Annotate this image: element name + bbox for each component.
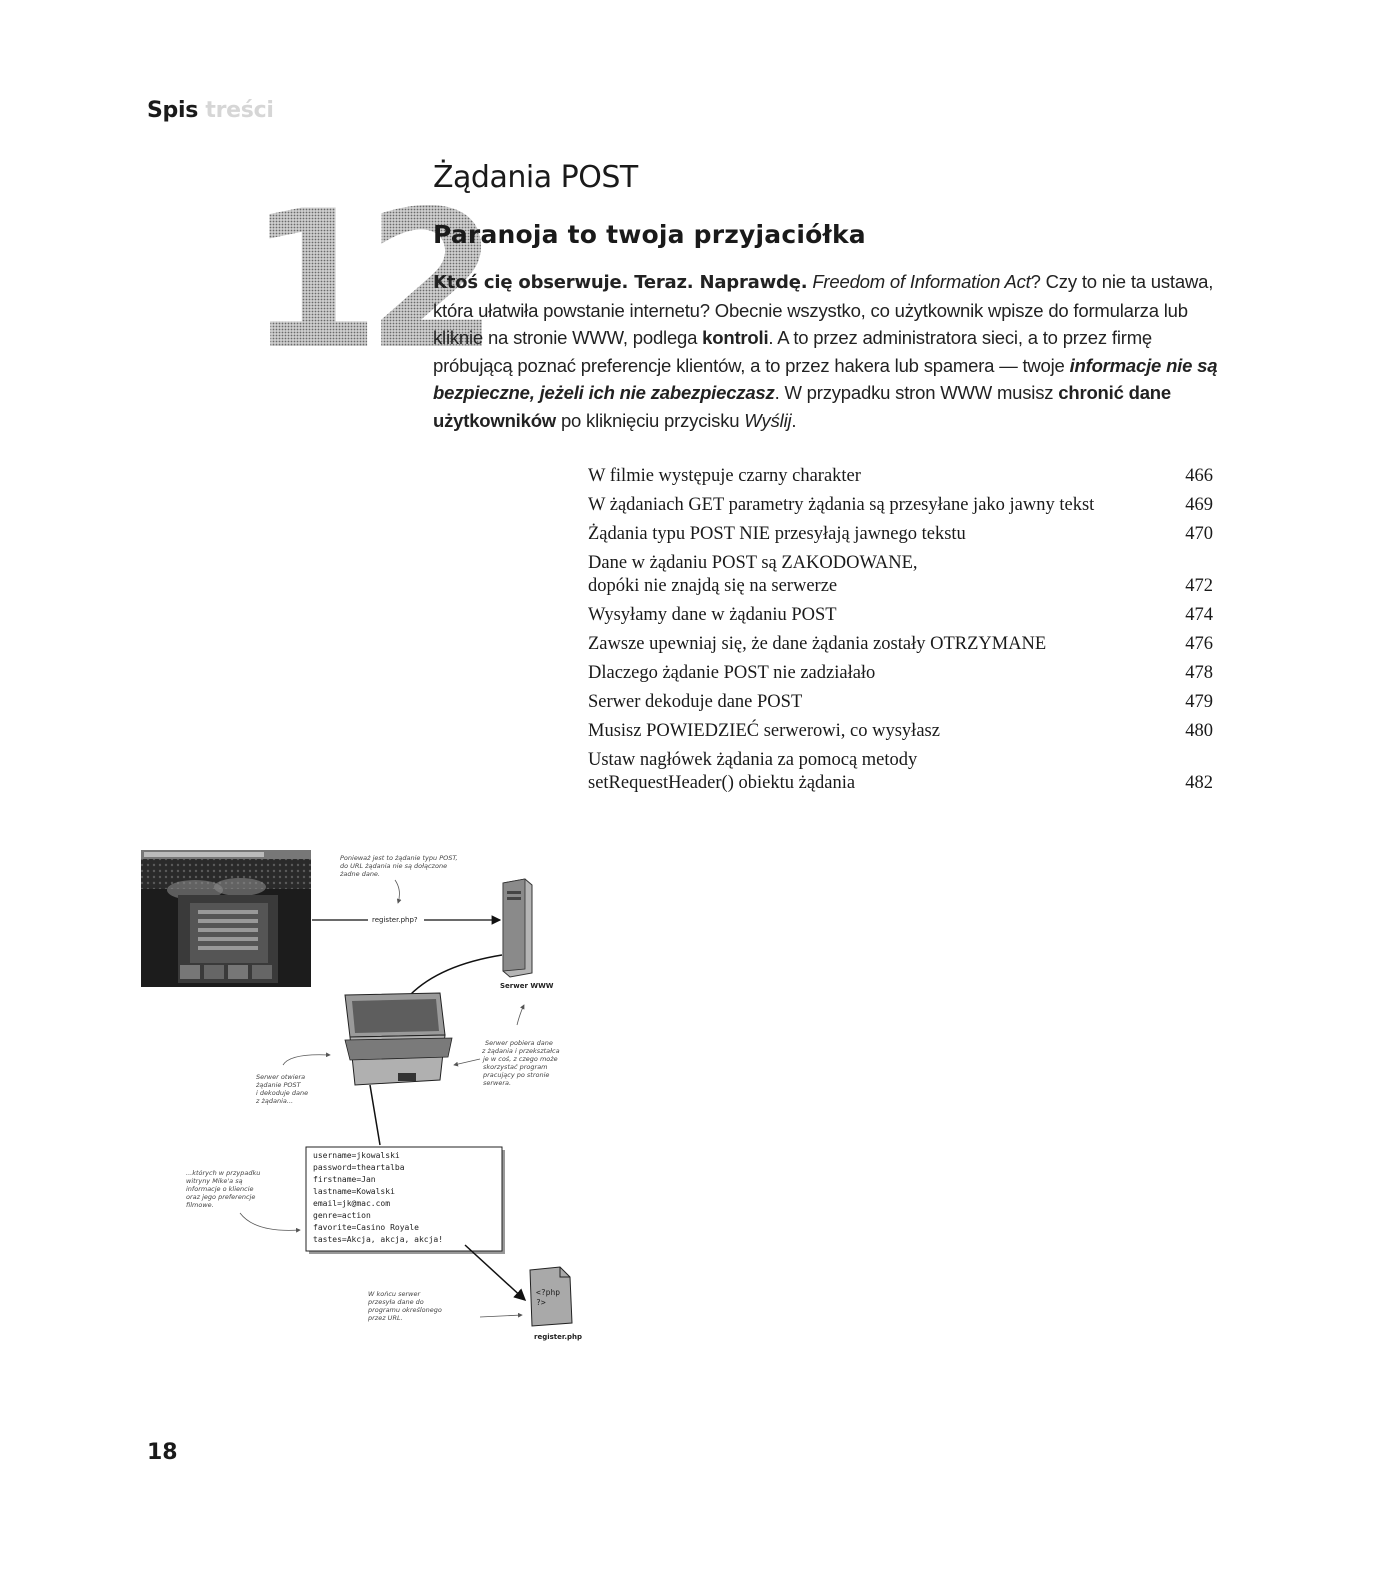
data-line: email=jk@mac.com — [313, 1199, 391, 1208]
svg-text:skorzystać program: skorzystać program — [483, 1063, 548, 1071]
svg-text:serwera.: serwera. — [483, 1079, 512, 1087]
intro-text-2: . A to przez administratora sieci, a to przez firmę próbującą poznać preferencje klientów, a to przez hakera lub spamera — twoje — [433, 327, 1152, 376]
chapter-subtitle: Paranoja to twoja przyjaciółka — [433, 220, 866, 249]
server-icon — [503, 879, 532, 977]
intro-bold-italic-warning: informacje nie są bezpieczne, jeżeli ich nie zabezpieczasz — [433, 354, 1218, 404]
browser-screenshot — [141, 850, 311, 987]
toc-entry-title — [588, 749, 1173, 795]
note-server-converts — [454, 1005, 560, 1087]
intro-italic-act: Freedom of Information Act — [812, 271, 1031, 292]
svg-text:żądanie POST: żądanie POST — [256, 1081, 301, 1089]
intro-bold-control: kontroli — [702, 327, 769, 349]
svg-text:Serwer otwiera: Serwer otwiera — [256, 1073, 306, 1081]
toc-entry-page: 466 — [1185, 466, 1213, 486]
data-line: password=theartalba — [313, 1163, 405, 1172]
intro-italic-send: Wyślij — [744, 409, 792, 431]
svg-text:z żądania i przekształca: z żądania i przekształca — [482, 1047, 560, 1055]
table-of-contents — [588, 465, 1213, 801]
php-file-label: register.php — [534, 1333, 582, 1341]
toc-entry-title: Musisz POWIEDZIEĆ serwerowi, co wysyłasz — [588, 721, 940, 741]
toc-entry-title: Dlaczego żądanie POST nie zadziałało — [588, 663, 876, 683]
page-number: 18 — [147, 1440, 178, 1465]
svg-text:...których w przypadku: ...których w przypadku — [186, 1169, 261, 1177]
toc-entry-page: 482 — [1185, 773, 1213, 793]
toc-entry-page: 469 — [1185, 495, 1213, 515]
toc-entry — [588, 749, 1213, 795]
toc-entry — [588, 552, 1213, 598]
toc-entry-page: 479 — [1185, 692, 1213, 712]
note-customer-info — [186, 1169, 300, 1230]
toc-entry-title-line1: Ustaw nagłówek żądania za pomocą metody — [588, 750, 918, 770]
svg-text:W końcu serwer: W końcu serwer — [368, 1290, 421, 1298]
toc-entry-title-line2: dopóki nie znajdą się na serwerze — [588, 576, 838, 596]
toc-entry-page: 472 — [1185, 576, 1213, 596]
request-arrow-label: register.php? — [372, 916, 418, 924]
note-server-opens — [255, 1055, 330, 1105]
toc-entry — [588, 633, 1213, 656]
svg-text:z żądania...: z żądania... — [256, 1097, 294, 1105]
toc-entry-page: 476 — [1185, 634, 1213, 654]
svg-text:witryny Mike'a są: witryny Mike'a są — [186, 1177, 243, 1185]
toc-entry-title: Żądania typu POST NIE przesyłają jawnego tekstu — [588, 524, 966, 544]
svg-text:je w coś, z czego może: je w coś, z czego może — [483, 1055, 558, 1063]
svg-text:żadne dane.: żadne dane. — [340, 870, 380, 878]
intro-text-3: . W przypadku stron WWW musisz — [774, 382, 1059, 404]
data-line: firstname=Jan — [313, 1175, 376, 1184]
svg-text:pracujący po stronie: pracujący po stronie — [483, 1071, 550, 1079]
svg-text:oraz jego preferencje: oraz jego preferencje — [186, 1193, 256, 1201]
svg-text:<?php: <?php — [536, 1288, 561, 1297]
toc-entry — [588, 604, 1213, 627]
toc-entry-page: 474 — [1185, 605, 1213, 625]
running-header — [147, 98, 274, 123]
toc-entry — [588, 523, 1213, 546]
toc-entry-title: W filmie występuje czarny charakter — [588, 466, 861, 486]
toc-entry-page: 478 — [1185, 663, 1213, 683]
header-word-contents: Spis — [147, 98, 199, 123]
server-to-briefcase-line — [410, 955, 502, 995]
chapter-title: Żądania POST — [433, 160, 638, 195]
toc-entry — [588, 465, 1213, 488]
svg-text:przez URL.: przez URL. — [368, 1314, 403, 1322]
intro-text-5: . — [791, 409, 797, 431]
data-line: lastname=Kowalski — [313, 1187, 395, 1196]
data-line: username=jkowalski — [313, 1151, 400, 1160]
toc-entry — [588, 691, 1213, 714]
svg-text:filmowe.: filmowe. — [186, 1201, 214, 1209]
toc-entry-page: 480 — [1185, 721, 1213, 741]
chapter-intro — [433, 268, 1218, 435]
chapter-number: 12 — [248, 170, 485, 391]
intro-bold-protect: chronić dane użytkowników — [433, 382, 1171, 431]
toc-entry-title-line1: Dane w żądaniu POST są ZAKODOWANE, — [588, 553, 918, 573]
request-data-box — [306, 1147, 505, 1254]
intro-text-1: ? Czy to nie ta ustawa, która ułatwiła powstanie internetu? Obecnie wszystko, co użytkownik wpisze do formularza lub kliknie na stronie WWW, podlega — [433, 271, 1214, 349]
toc-entry-title — [588, 552, 1173, 598]
note-server-forwards — [367, 1290, 522, 1322]
toc-entry-title: W żądaniach GET parametry żądania są przesyłane jako jawny tekst — [588, 495, 1095, 515]
toc-entry-page: 470 — [1185, 524, 1213, 544]
toc-entry-title: Zawsze upewniaj się, że dane żądania zostały OTRZYMANE — [588, 634, 1047, 654]
briefcase-icon — [345, 993, 452, 1085]
toc-entry-title: Wysyłamy dane w żądaniu POST — [588, 605, 837, 625]
post-request-diagram — [140, 845, 610, 1350]
briefcase-to-data-line — [370, 1085, 380, 1145]
note-no-url-data — [339, 854, 458, 903]
toc-entry-title: Serwer dekoduje dane POST — [588, 692, 803, 712]
toc-entry — [588, 720, 1213, 743]
php-file-icon — [530, 1267, 572, 1326]
chapter-number-graphic — [248, 170, 485, 391]
svg-text:i dekoduje dane: i dekoduje dane — [256, 1089, 309, 1097]
svg-text:przesyła dane do: przesyła dane do — [368, 1298, 424, 1306]
server-label: Serwer WWW — [500, 982, 554, 990]
svg-text:programu określonego: programu określonego — [368, 1306, 442, 1314]
svg-text:do URL żądania nie są dołączon: do URL żądania nie są dołączone — [340, 862, 448, 870]
toc-entry — [588, 494, 1213, 517]
header-word-table: treści — [205, 98, 274, 123]
intro-text-4: po kliknięciu przycisku — [556, 409, 745, 431]
toc-entry — [588, 662, 1213, 685]
svg-text:informacje o kliencie: informacje o kliencie — [186, 1185, 254, 1193]
data-line: genre=action — [313, 1211, 371, 1220]
svg-text:Serwer pobiera dane: Serwer pobiera dane — [485, 1039, 553, 1047]
svg-text:Ponieważ jest to żądanie typu: Ponieważ jest to żądanie typu POST, — [340, 854, 458, 862]
data-line: favorite=Casino Royale — [313, 1223, 419, 1232]
toc-entry-title-line2: setRequestHeader() obiektu żądania — [588, 773, 856, 793]
data-line: tastes=Akcja, akcja, akcja! — [313, 1235, 444, 1244]
svg-text:?>: ?> — [536, 1298, 546, 1307]
intro-lead: Ktoś cię obserwuje. Teraz. Naprawdę. — [433, 272, 808, 293]
